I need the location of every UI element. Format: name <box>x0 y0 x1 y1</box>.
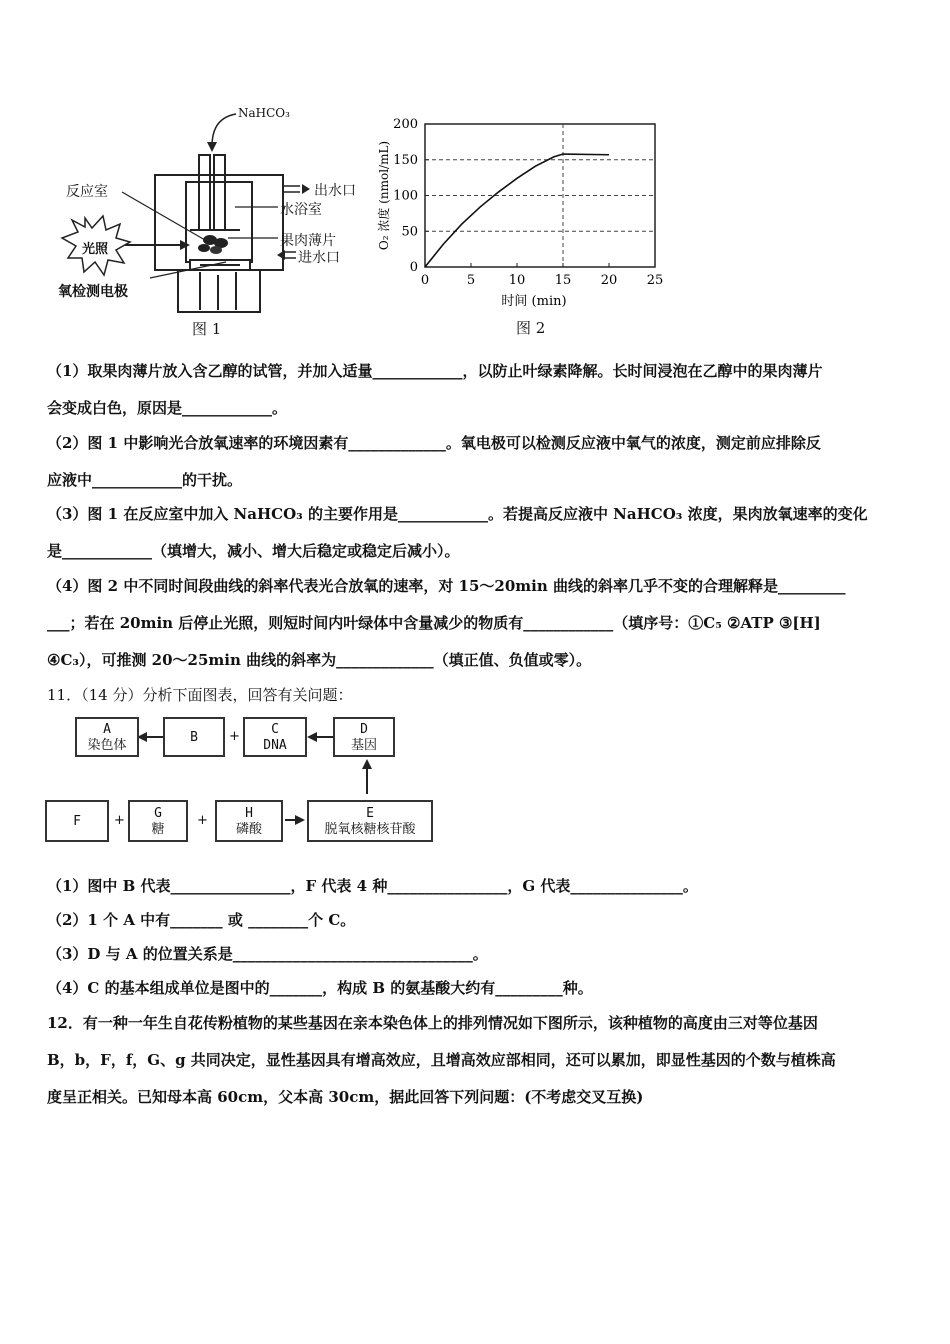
water-inlet-label: 进水口 <box>298 250 340 266</box>
light-label: 光照 <box>82 242 109 257</box>
box-g-letter: G <box>154 806 162 821</box>
box-g-sugar <box>128 800 188 842</box>
box-d-text: 基因 <box>350 738 377 753</box>
q11-heading: 11．（14 分）分析下面图表，回答有关问题： <box>47 686 353 704</box>
box-d-letter: D <box>360 722 368 737</box>
y-tick-label: 100 <box>393 188 418 204</box>
box-e-text: 脱氧核糖核苷酸 <box>324 822 416 837</box>
series-line-o2 <box>425 154 609 267</box>
box-c-dna <box>243 717 307 757</box>
box-b-letter: B <box>190 730 198 745</box>
oxygen-electrode-label: 氧检测电极 <box>58 284 128 300</box>
q10-part4-line3: ④C₃），可推测 20～25min 曲线的斜率为_____________（填正值、负值或零）。 <box>47 651 592 669</box>
q10-part1-line1: （1）取果肉薄片放入含乙醇的试管，并加入适量____________，以防止叶绿素降解。长时间浸泡在乙醇中的果肉薄片 <box>47 362 823 380</box>
q11-part3: （3）D 与 A 的位置关系是________________________________。 <box>47 945 488 963</box>
figure-2 <box>370 112 670 342</box>
box-h-text: 磷酸 <box>235 822 262 837</box>
q10-part4-line2: ___；若在 20min 后停止光照，则短时间内叶绿体中含量减少的物质有____________（填序号：①C₅ ②ATP ③[H] <box>47 614 821 632</box>
x-tick-label: 10 <box>508 273 526 288</box>
q10-part2-line2: 应液中____________的干扰。 <box>47 471 243 489</box>
box-b <box>163 717 225 757</box>
box-f-letter: F <box>73 814 81 829</box>
box-c-letter: C <box>271 722 279 737</box>
q11-part2: （2）1 个 A 中有_______ 或 ________个 C。 <box>47 911 356 929</box>
q10-part1-line2: 会变成白色，原因是____________。 <box>47 399 288 417</box>
q10-part3-line2: 是____________（填增大，减小、增大后稳定或稳定后减小）。 <box>47 542 460 560</box>
box-d-gene <box>333 717 395 757</box>
q10-part2-line1: （2）图 1 中影响光合放氧速率的环境因素有_____________。氧电极可以检测反应液中氧气的浓度，测定前应排除反 <box>47 434 821 452</box>
box-f <box>45 800 109 842</box>
box-a-letter: A <box>103 722 111 737</box>
q10-part3-line1: （3）图 1 在反应室中加入 NaHCO₃ 的主要作用是____________。若提高反应液中 NaHCO₃ 浓度，果肉放氧速率的变化 <box>47 505 868 523</box>
figure-1 <box>40 100 360 345</box>
plus-sign: + <box>197 813 208 828</box>
x-tick-label: 0 <box>420 273 430 288</box>
box-a-text: 染色体 <box>87 738 127 753</box>
q11-part1: （1）图中 B 代表________________，F 代表 4 种________________，G 代表_______________。 <box>47 877 698 895</box>
q12-line1: 12．有一种一年生自花传粉植物的某些基因在亲本染色体上的排列情况如下图所示，该种植物的高度由三对等位基因 <box>47 1014 818 1032</box>
q11-part4: （4）C 的基本组成单位是图中的_______，构成 B 的氨基酸大约有_________种。 <box>47 979 593 997</box>
nahco3-label: NaHCO₃ <box>238 106 290 120</box>
water-bath-label: 水浴室 <box>280 202 322 218</box>
box-h-phosphate <box>215 800 283 842</box>
x-tick-label: 25 <box>646 273 664 288</box>
x-tick-label: 15 <box>554 273 572 288</box>
plus-sign: + <box>114 813 125 828</box>
y-tick-label: 50 <box>401 224 418 240</box>
box-c-text: DNA <box>263 738 287 753</box>
reaction-chamber-label: 反应室 <box>66 184 108 200</box>
o2-concentration-chart <box>370 112 670 312</box>
x-tick-label: 20 <box>600 273 618 288</box>
q12-line2: B，b，F，f，G、g 共同决定，显性基因具有增高效应，且增高效应部相同，还可以累加，即显性基因的个数与植株高 <box>47 1051 836 1069</box>
pulp-slice-label: 果肉薄片 <box>280 233 336 249</box>
q10-part4-line1: （4）图 2 中不同时间段曲线的斜率代表光合放氧的速率，对 15～20min 曲线的斜率几乎不变的合理解释是_________ <box>47 577 846 595</box>
box-g-text: 糖 <box>151 822 165 837</box>
q11-diagram <box>45 712 445 847</box>
x-axis-label: 时间 (min) <box>501 294 567 309</box>
q12-line3: 度呈正相关。已知母本高 60cm，父本高 30cm，据此回答下列问题：(不考虑交叉互换) <box>47 1088 644 1106</box>
box-a-chromosome <box>75 717 139 757</box>
plus-sign: + <box>229 729 240 744</box>
x-tick-label: 5 <box>466 273 476 288</box>
water-outlet-label: 出水口 <box>314 183 356 199</box>
box-e-deoxynucleotide <box>307 800 433 842</box>
y-tick-label: 150 <box>393 152 418 168</box>
box-h-letter: H <box>245 806 253 821</box>
y-axis-label: O₂ 浓度 (nmol/mL) <box>377 140 391 251</box>
y-tick-label: 200 <box>393 117 418 132</box>
box-e-letter: E <box>366 806 374 821</box>
figure-1-caption: 图 1 <box>192 320 222 338</box>
figure-2-caption: 图 2 <box>516 319 546 337</box>
y-tick-label: 0 <box>409 260 418 275</box>
apparatus-diagram <box>40 100 360 345</box>
